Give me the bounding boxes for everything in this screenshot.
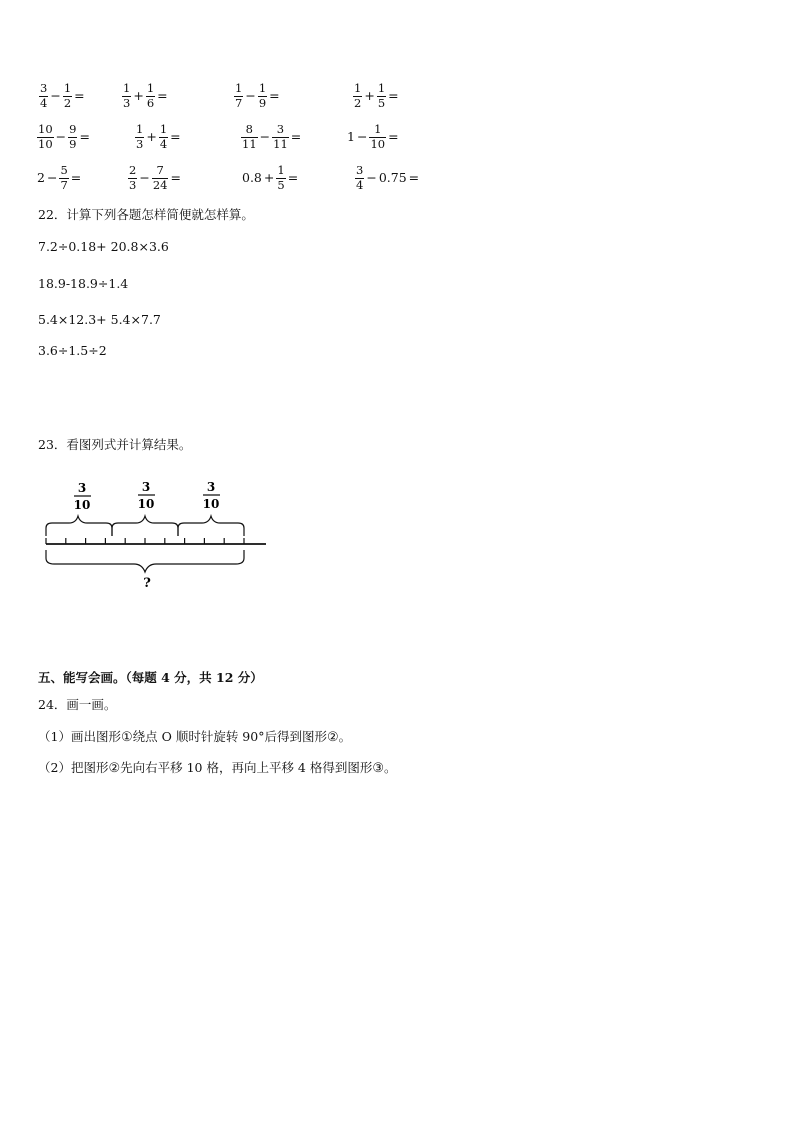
fraction: $\frac{1}{10}$ [370,122,386,151]
fraction-expr-r1-1: $\frac{3}{4}$ − $\frac{1}{2}$ = [40,81,85,110]
fraction-expr-r3-3: 0.8 + $\frac{1}{5}$ = [242,163,299,192]
fraction: $\frac{1}{2}$ [63,81,72,110]
q24-title: 24．画一画。 [38,697,117,712]
fraction: $\frac{1}{9}$ [258,81,267,110]
section-5-title: 五、能写会画。（每题 4 分，共 12 分） [38,670,263,685]
fraction: $\frac{7}{24}$ [152,163,168,192]
fraction-expr-r2-4: 1 − $\frac{1}{10}$ = [347,122,399,151]
fraction-label-3 [203,480,220,511]
fraction: $\frac{10}{10}$ [38,122,53,151]
top-brace-1 [46,516,112,536]
fraction: $\frac{3}{4}$ [356,163,364,192]
fraction: $\frac{1}{6}$ [146,81,155,110]
fraction: $\frac{8}{11}$ [242,122,257,151]
fraction: $\frac{1}{2}$ [354,81,362,110]
fraction: $\frac{3}{11}$ [273,122,288,151]
fraction-expr-r2-1: $\frac{10}{10}$ − $\frac{9}{9}$ = [38,122,90,151]
q22-item-4: 3.6÷1.5÷2 [38,343,107,358]
number-line-ticks [46,538,244,544]
fraction-expr-r1-2: $\frac{1}{3}$ + $\frac{1}{6}$ = [123,81,168,110]
fraction-label-den: 10 [202,497,220,511]
fraction-expr-r1-4: $\frac{1}{2}$ + $\frac{1}{5}$ = [354,81,399,110]
fraction: $\frac{1}{5}$ [277,163,285,192]
fraction-expr-r3-4: $\frac{3}{4}$ − 0.75 = [356,163,420,192]
question-mark: ? [143,576,151,591]
fraction: $\frac{1}{3}$ [136,122,144,151]
q22-item-1: 7.2÷0.18+ 20.8×3.6 [38,239,169,254]
number-line-figure [36,474,276,598]
circled-number: ③ [372,761,385,776]
fraction-expr-r1-3: $\frac{1}{7}$ − $\frac{1}{9}$ = [235,81,280,110]
fraction: $\frac{1}{7}$ [235,81,243,110]
top-brace-3 [178,516,244,536]
fraction-label-1 [74,481,91,512]
fraction: $\frac{1}{5}$ [377,81,386,110]
circled-number: ② [326,730,339,745]
fraction: $\frac{3}{4}$ [40,81,48,110]
q22-title: 22．计算下列各题怎样简便就怎样算。 [38,207,254,222]
q22-item-2: 18.9-18.9÷1.4 [38,276,129,291]
fraction-label-den: 10 [137,497,155,511]
fraction: $\frac{2}{3}$ [129,163,137,192]
top-brace-2 [112,516,178,536]
fraction: $\frac{9}{9}$ [69,122,77,151]
fraction-label-num: 3 [141,480,151,494]
fraction-expr-r2-2: $\frac{1}{3}$ + $\frac{1}{4}$ = [136,122,181,151]
fraction-label-2 [138,480,155,511]
fraction: $\frac{1}{4}$ [159,122,168,151]
q24-part-1: （1）画出图形①绕点 O 顺时针旋转 90°后得到图形②。 [38,729,352,745]
q24-part-2: （2）把图形②先向右平移 10 格，再向上平移 4 格得到图形③。 [38,760,397,776]
bottom-brace [46,550,244,572]
fraction: $\frac{1}{3}$ [123,81,131,110]
q22-item-3: 5.4×12.3+ 5.4×7.7 [38,312,161,327]
fraction-label-num: 3 [206,480,216,494]
fraction-label-den: 10 [73,498,91,512]
fraction-label-num: 3 [77,481,87,495]
fraction-expr-r3-1: 2 − $\frac{5}{7}$ = [37,163,82,192]
circled-number: ② [108,761,121,776]
fraction-expr-r2-3: $\frac{8}{11}$ − $\frac{3}{11}$ = [242,122,302,151]
q23-title: 23．看图列式并计算结果。 [38,437,192,452]
fraction: $\frac{5}{7}$ [60,163,68,192]
fraction-expr-r3-2: $\frac{2}{3}$ − $\frac{7}{24}$ = [129,163,181,192]
circled-number: ① [120,730,133,745]
